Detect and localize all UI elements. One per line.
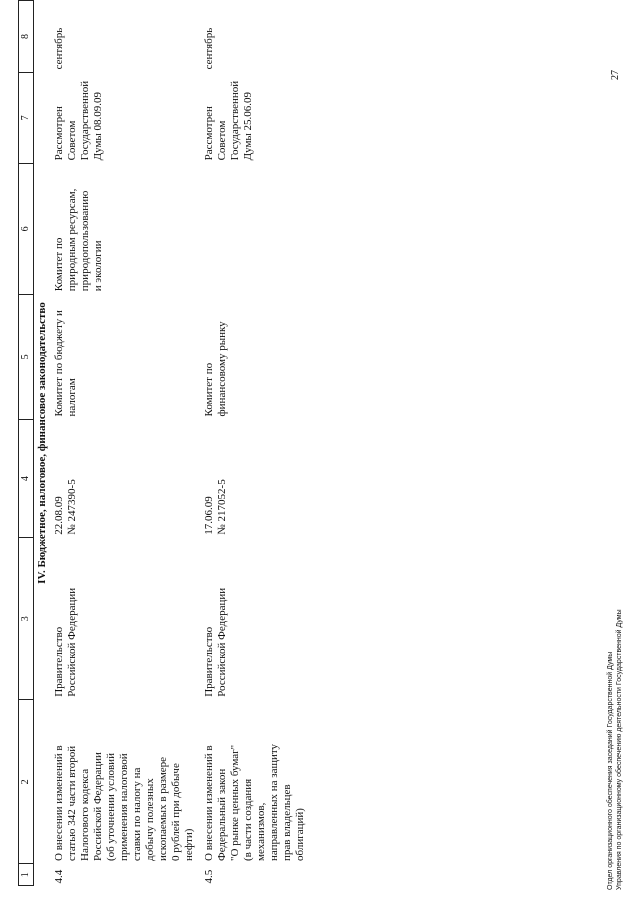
column-number: 4 <box>19 419 34 537</box>
legislation-table <box>18 0 309 886</box>
planned-month: сентябрь <box>53 27 65 70</box>
section-title: IV. Бюджетное, налоговое, финансовое законодательство <box>36 302 48 584</box>
responsible-committee: Комитет по финансовому рынку <box>203 321 228 417</box>
planned-month: сентябрь <box>203 27 215 70</box>
column-number: 7 <box>19 72 34 163</box>
co-committee <box>201 163 309 294</box>
section-row <box>34 1 52 886</box>
bill-date-number: 17.06.09 № 217052-5 <box>203 479 228 535</box>
column-number: 6 <box>19 163 34 294</box>
bill-date-number: 22.08.09 № 247390-5 <box>53 479 78 535</box>
page-number: 27 <box>610 70 621 80</box>
bill-title: О внесении изменений в статью 342 части второй Налогового кодекса Российской Федерации (об уточнении условий применения налоговой ставки по налогу на добычу полезных ископаемых в размере 0 рублей при добыче нефти) <box>53 745 195 861</box>
column-number: 8 <box>19 1 34 73</box>
column-number: 2 <box>19 700 34 864</box>
footer-department: Отдел организационного обеспечения заседаний Государственной Думы Управления по организационному обеспечению деятельности Государственной Думы <box>607 609 623 890</box>
column-number: 3 <box>19 538 34 700</box>
column-number-row <box>19 1 34 886</box>
co-committee: Комитет по природным ресурсам, природопользованию и экологии <box>53 188 104 292</box>
table-row <box>51 1 201 886</box>
responsible-committee: Комитет по бюджету и налогам <box>53 310 78 417</box>
row-number: 4.4 <box>53 869 65 884</box>
column-number: 1 <box>19 864 34 886</box>
table-row <box>201 1 309 886</box>
column-number: 5 <box>19 294 34 419</box>
bill-status: Рассмотрен Советом Государственной Думы 08.09.09 <box>53 80 104 161</box>
row-number: 4.5 <box>203 869 215 884</box>
bill-author: Правительство Российской Федерации <box>203 587 228 697</box>
bill-author: Правительство Российской Федерации <box>53 587 78 697</box>
bill-title: О внесении изменений в Федеральный закон "О рынке ценных бумаг" (в части создания механизмов, направленных на защиту прав владельцев облигаций) <box>203 743 306 861</box>
bill-status: Рассмотрен Советом Государственной Думы 25.06.09 <box>203 80 254 161</box>
